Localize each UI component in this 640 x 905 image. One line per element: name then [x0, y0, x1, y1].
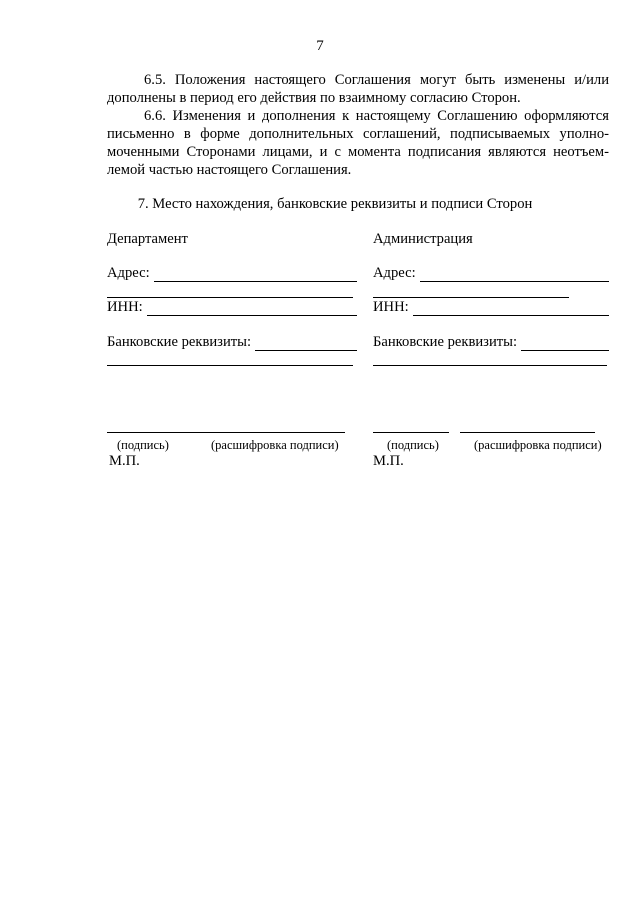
party-left-stamp: М.П.	[109, 453, 140, 469]
party-left-decoding-caption: (расшифровка подписи)	[211, 438, 339, 452]
party-right-bank-row	[373, 333, 609, 351]
party-right-address-label: Адрес:	[373, 265, 416, 281]
party-right-block	[373, 230, 609, 480]
party-left-inn-row	[107, 298, 357, 316]
party-left-bank-label: Банковские реквизиты:	[107, 334, 251, 350]
party-left-bank-line-2[interactable]	[107, 365, 353, 366]
party-right-inn-label: ИНН:	[373, 299, 409, 315]
party-right-bank-line-2[interactable]	[373, 365, 607, 366]
clause-6-5-line-2: дополнены в период его действия по взаимному согласию Сторон.	[107, 90, 521, 106]
clause-6-5-line-1: 6.5. Положения настоящего Соглашения могут быть изменены и/или	[144, 72, 609, 88]
party-right-decoding-caption: (расшифровка подписи)	[474, 438, 602, 452]
section-title: 7. Место нахождения, банковские реквизиты и подписи Сторон	[137, 196, 533, 212]
party-right-signature-caption: (подпись)	[387, 438, 439, 452]
party-left-block	[107, 230, 357, 480]
party-right-bank-label: Банковские реквизиты:	[373, 334, 517, 350]
party-left-inn-label: ИНН:	[107, 299, 143, 315]
clause-6-6-line-1: 6.6. Изменения и дополнения к настоящему Соглашению оформляются	[144, 108, 609, 124]
party-right-inn-row	[373, 298, 609, 316]
party-left-bank-field[interactable]	[255, 336, 357, 351]
party-right-signature-line[interactable]	[373, 432, 449, 433]
party-left-name: Департамент	[107, 231, 188, 247]
clause-6-5	[107, 71, 609, 107]
party-right-bank-field[interactable]	[521, 336, 609, 351]
party-left-signature-line[interactable]	[107, 432, 345, 433]
clause-6-6-line-2: письменно в форме дополнительных соглашений, подписываемых уполно-	[107, 126, 609, 142]
party-right-address-field[interactable]	[420, 267, 609, 282]
party-right-decoding-line[interactable]	[460, 432, 595, 433]
party-left-inn-field[interactable]	[147, 301, 357, 316]
party-left-address-field[interactable]	[154, 267, 357, 282]
party-right-stamp: М.П.	[373, 453, 404, 469]
clause-6-6	[107, 107, 609, 179]
page-number: 7	[316, 38, 324, 54]
clause-6-6-line-3: моченными Сторонами лицами, и с момента подписания являются неотъем-	[107, 144, 609, 160]
party-left-address-row	[107, 264, 357, 282]
party-right-inn-field[interactable]	[413, 301, 609, 316]
party-left-bank-row	[107, 333, 357, 351]
clause-6-6-line-4: лемой частью настоящего Соглашения.	[107, 162, 352, 178]
party-left-address-label: Адрес:	[107, 265, 150, 281]
party-left-signature-caption: (подпись)	[117, 438, 169, 452]
party-right-name: Администрация	[373, 231, 473, 247]
party-right-address-row	[373, 264, 609, 282]
